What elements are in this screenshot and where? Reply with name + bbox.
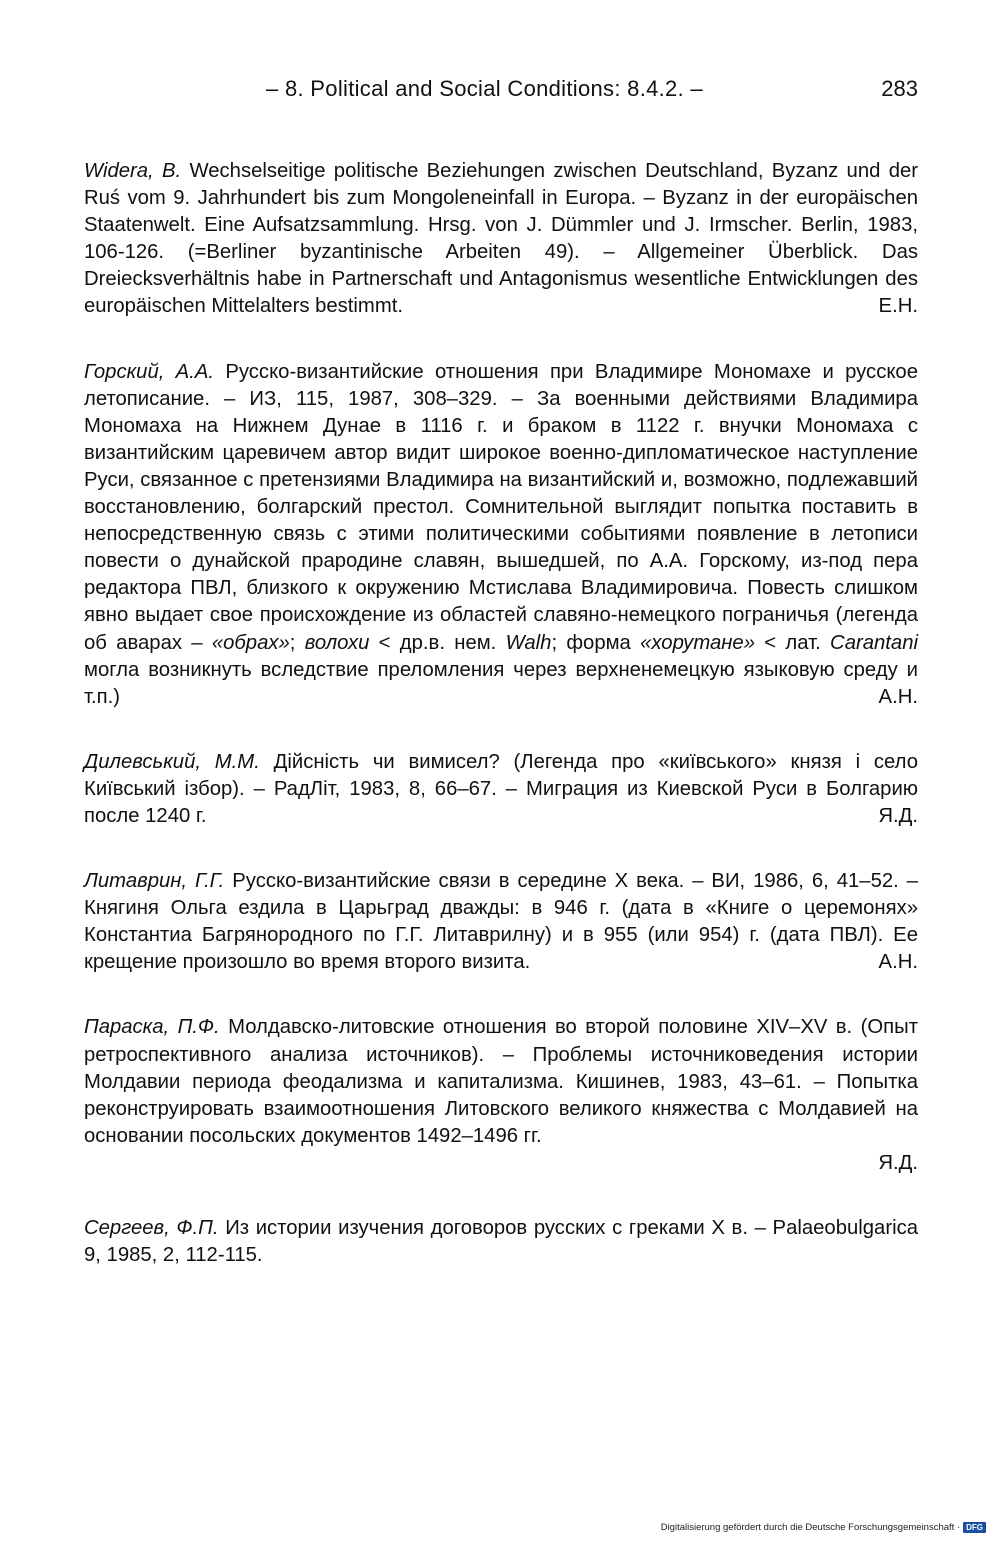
reviewer-initials: Я.Д. bbox=[878, 1151, 918, 1174]
entry-text: Молдавско-литовские отношения во второй половине XIV–XV в. (Опыт ретроспективного анализа источников). – Проблемы источниковедения истории Молдавии периода феодализма и капитализма. Кишинев, 1983, 43–61. – Попытка реконструировать взаимоотношения Литовского великого княжества с Молдавией на основании посольских документов 1492–1496 гг. bbox=[84, 1016, 918, 1147]
page-number: 283 bbox=[881, 76, 918, 101]
running-title: – 8. Political and Social Conditions: 8.4.2. – bbox=[266, 76, 703, 101]
reviewer-initials: А.Н. bbox=[878, 951, 918, 974]
bibliography-entry-paraska bbox=[84, 1014, 918, 1177]
entry-text: Wechselseitige politische Beziehungen zwischen Deutschland, Byzanz und der Ruś vom 9. Jahrhundert bis zum Mongoleneinfall in Europa. – Byzanz in der europäischen Staatenwelt. Eine Aufsatzsammlung. Hrsg. von J. Dümmler und J. Irmscher. Berlin, 1983, 106-126. (=Berliner byzantinische Arbeiten 49). – Allgemeiner Überblick. Das Dreiecksverhältnis habe in Partnerschaft und Antagonismus wesentliche Entwicklungen des europäischen Mittelalters bestimmt. bbox=[84, 160, 919, 318]
entry-author: Сергеев, Ф.П. bbox=[84, 1217, 219, 1239]
reviewer-initials: Я.Д. bbox=[878, 804, 918, 827]
dfg-logo: DFG bbox=[963, 1522, 986, 1533]
entry-text-separator: ; bbox=[289, 631, 305, 654]
bibliography-entry-gorskij bbox=[84, 359, 918, 711]
term-obrah: «обрах» bbox=[211, 631, 290, 654]
bibliography-entry-sergeev bbox=[84, 1215, 918, 1269]
bibliography-entries bbox=[84, 158, 918, 1269]
entry-text: Из истории изучения договоров русских с греками X в. – Palaeobulgarica 9, 1985, 2, 112-115. bbox=[84, 1217, 919, 1267]
entry-text: Русско-византийские отношения при Владимире Мономахе и русское летописание. – ИЗ, 115, 1987, 308–329. – За военными действиями Владимира Мономаха на Нижнем Дунае в 1116 г. и браком в 1122 г. внучки Мономаха с византийским царевичем автор видит широкое военно-дипломатическое наступление Руси, связанное с претензиями Владимира на византийский и, возможно, подлежавший восстановлению, болгарский престол. Сомнительной выглядит попытка поставить в непосредственную связь с этими политическими событиями появление в летописи повести о дунайской прародине славян, вышедшей, по А.А. Горскому, из-под пера редактора ПВЛ, близкого к окружению Мстислава Владимировича. Повесть слишком явно выдает свое происхождение из областей славяно-немецкого пограничья (легенда об аварах – bbox=[84, 360, 918, 654]
entry-author: Горский, А.А. bbox=[84, 360, 215, 383]
reviewer-initials: E.H. bbox=[878, 295, 918, 318]
entry-author: Параска, П.Ф. bbox=[84, 1016, 220, 1039]
entry-author: Дилевський, М.М. bbox=[84, 750, 260, 773]
entry-text: могла возникнуть вследствие преломления через верхненемецкую языковую среду и т.п.) bbox=[84, 658, 918, 708]
reviewer-initials: А.Н. bbox=[878, 685, 918, 708]
entry-text: ; форма bbox=[551, 631, 641, 654]
footer-text: Digitalisierung gefördert durch die Deutsche Forschungsgemeinschaft · bbox=[660, 1522, 961, 1533]
entry-text: < др.в. нем. bbox=[369, 631, 506, 654]
bibliography-entry-dilevskij bbox=[84, 749, 918, 830]
bibliography-entry-widera bbox=[84, 158, 918, 321]
page-header bbox=[86, 76, 918, 112]
entry-text: < лат. bbox=[755, 631, 831, 654]
term-horutane: «хорутане» bbox=[640, 631, 755, 654]
entry-author: Литаврин, Г.Г. bbox=[84, 870, 225, 893]
digitization-footer bbox=[661, 1522, 986, 1533]
term-walh: Walh bbox=[505, 631, 552, 654]
entry-author: Widera, B. bbox=[84, 160, 182, 182]
bibliography-entry-litavrin bbox=[84, 868, 918, 976]
term-volohi: волохи bbox=[304, 631, 370, 654]
entry-text: Дійсність чи вимисел? (Легенда про «київського» князя і село Київський ізбор). – РадЛіт, 1983, 8, 66–67. – Миграция из Киевской Руси в Болгарию после 1240 г. bbox=[84, 750, 919, 827]
term-carantani: Carantani bbox=[830, 631, 918, 654]
entry-text: Русско-византийские связи в середине X века. – ВИ, 1986, 6, 41–52. – Княгиня Ольга ездила в Царьград дважды: в 946 г. (дата в «Книге о церемонях» Константиа Багрянородного по Г.Г. Литаврилну) и в 955 (или 954) г. (дата ПВЛ). Ее крещение произошло во время второго визита. bbox=[84, 870, 918, 974]
